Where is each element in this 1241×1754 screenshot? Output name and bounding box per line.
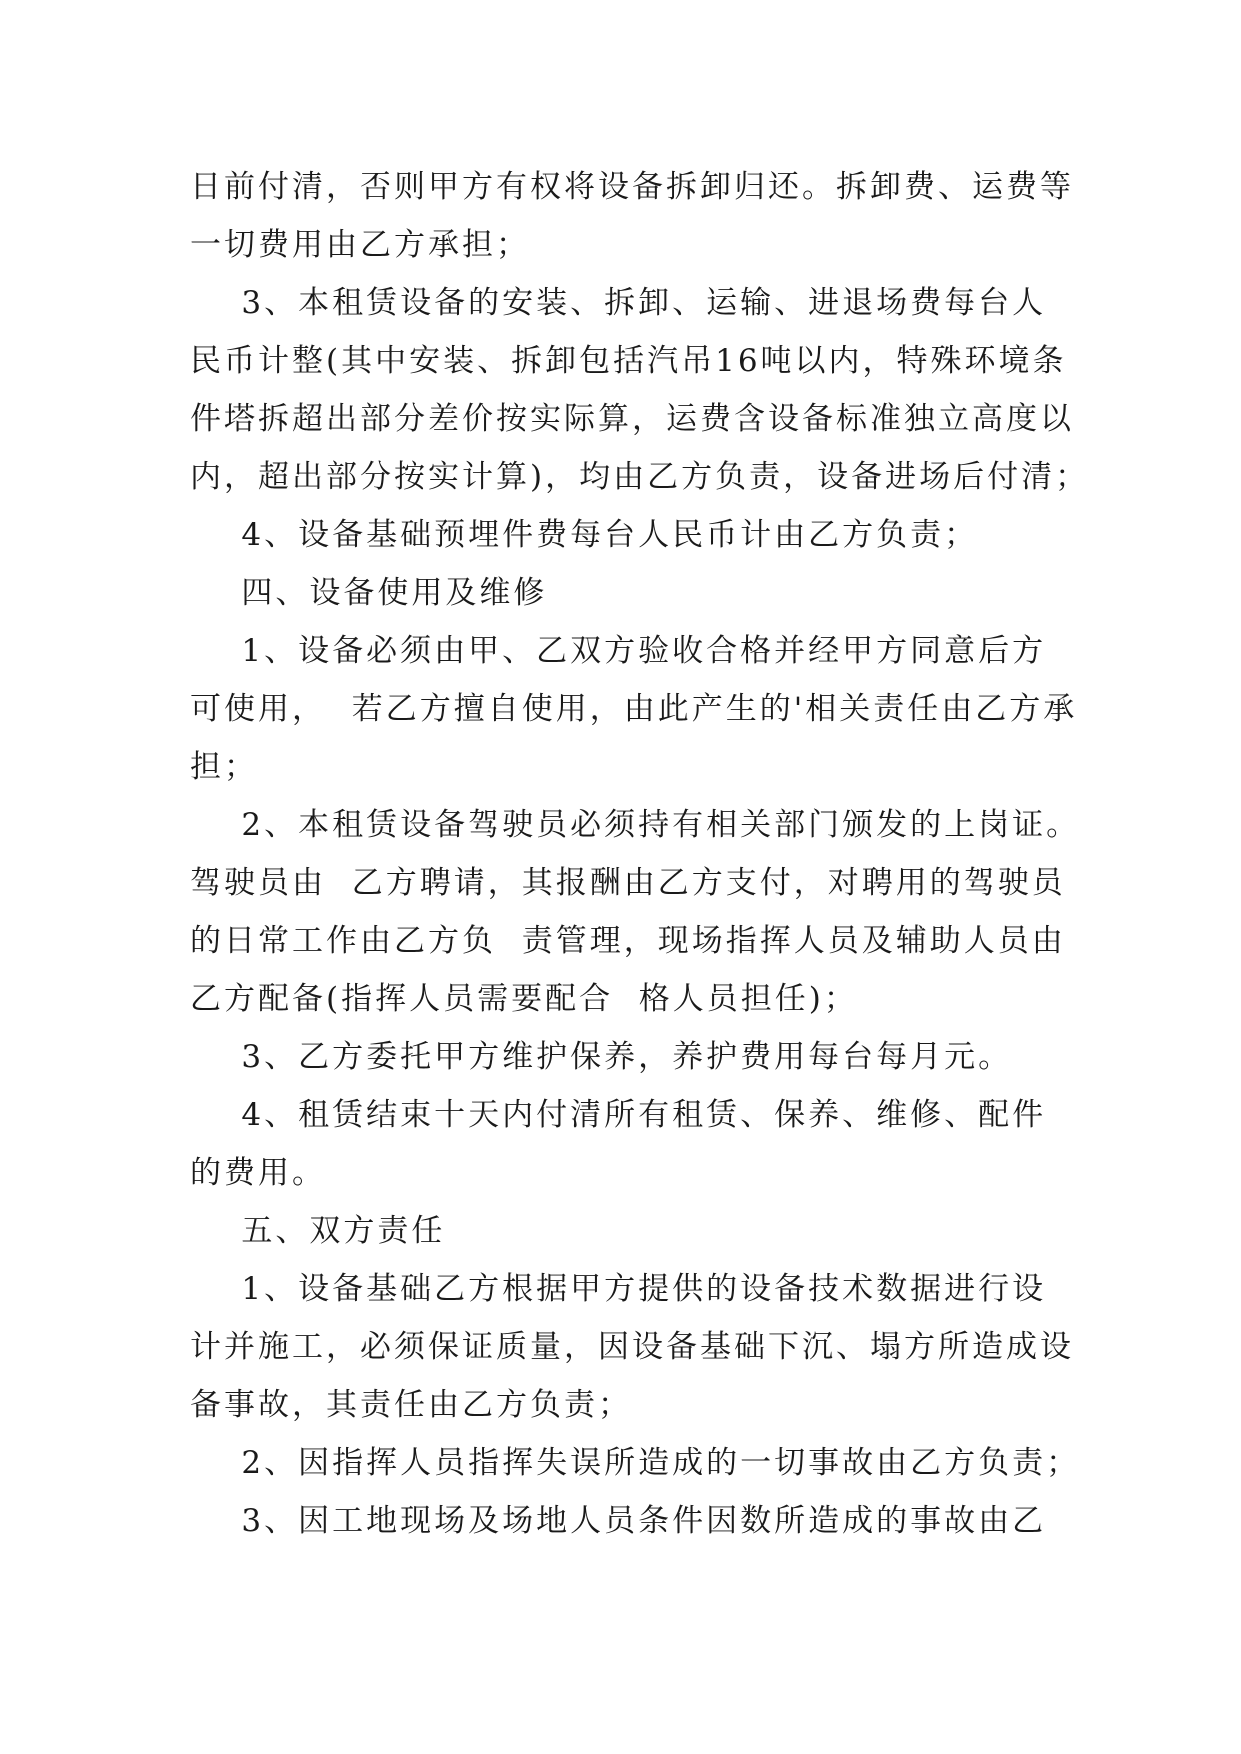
text-line: 3、因工地现场及场地人员条件因数所造成的事故由乙 [190, 1503, 1047, 1539]
text-line: 4、租赁结束十天内付清所有租赁、保养、维修、配件 [190, 1097, 1047, 1133]
text-line: 民币计整(其中安装、拆卸包括汽吊16吨以内，特殊环境条 [190, 343, 1067, 379]
section-heading: 四、设备使用及维修 [190, 575, 548, 611]
text-line: 备事故，其责任由乙方负责； [190, 1387, 632, 1423]
text-line: 4、设备基础预埋件费每台人民币计由乙方负责； [190, 517, 979, 553]
document-body [190, 158, 1090, 1550]
text-line: 内，超出部分按实计算)，均由乙方负责，设备进场后付清； [190, 459, 1090, 495]
text-line: 担； [190, 749, 258, 785]
text-line: 1、设备必须由甲、乙双方验收合格并经甲方同意后方 [190, 633, 1047, 669]
text-line: 计并施工，必须保证质量，因设备基础下沉、塌方所造成设 [190, 1329, 1074, 1365]
text-line: 2、因指挥人员指挥失误所造成的一切事故由乙方负责； [190, 1445, 1081, 1481]
text-line: 驾驶员由 乙方聘请，其报酬由乙方支付，对聘用的驾驶员 [190, 865, 1066, 901]
text-line: 一切费用由乙方承担； [190, 227, 530, 263]
text-line: 1、设备基础乙方根据甲方提供的设备技术数据进行设 [190, 1271, 1047, 1307]
text-line: 3、乙方委托甲方维护保养，养护费用每台每月元。 [190, 1039, 1013, 1075]
text-line: 日前付清，否则甲方有权将设备拆卸归还。拆卸费、运费等 [190, 169, 1074, 205]
text-line: 的费用。 [190, 1155, 326, 1191]
section-heading: 五、双方责任 [190, 1213, 446, 1249]
text-line: 2、本租赁设备驾驶员必须持有相关部门颁发的上岗证。 [190, 807, 1081, 843]
text-line: 的日常工作由乙方负 责管理，现场指挥人员及辅助人员由 [190, 923, 1066, 959]
text-line: 3、本租赁设备的安装、拆卸、运输、进退场费每台人 [190, 285, 1047, 321]
text-line: 可使用， 若乙方擅自使用，由此产生的'相关责任由乙方承 [190, 691, 1078, 727]
text-line: 乙方配备(指挥人员需要配合 格人员担任)； [190, 981, 858, 1017]
text-line: 件塔拆超出部分差价按实际算，运费含设备标准独立高度以 [190, 401, 1074, 437]
